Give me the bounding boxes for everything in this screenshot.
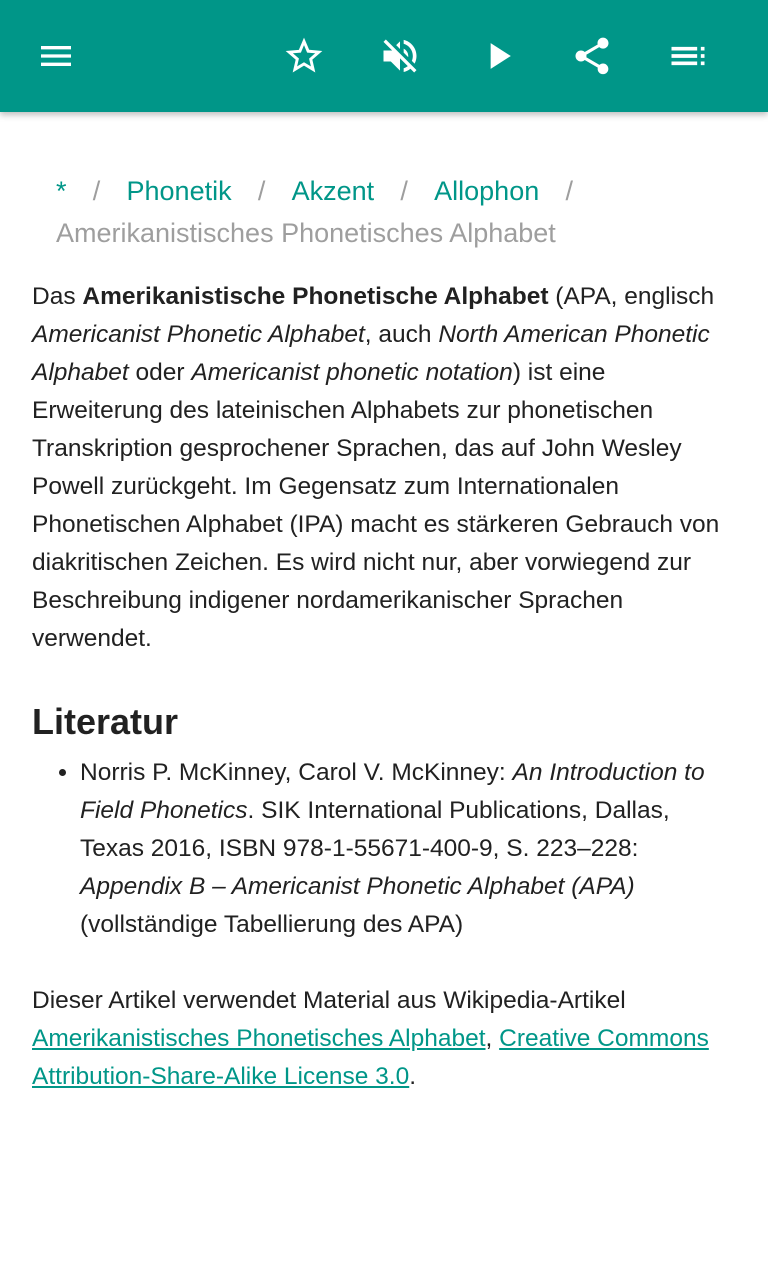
breadcrumb-separator: /: [92, 176, 101, 206]
literature-appendix: Appendix B – Americanist Phonetic Alphabet (APA): [80, 873, 635, 900]
play-button[interactable]: [466, 24, 530, 88]
breadcrumb-separator: /: [257, 176, 266, 206]
intro-text: Das: [32, 283, 83, 310]
share-button[interactable]: [560, 24, 624, 88]
alternate-term: North American Phonetic Alphabet: [32, 321, 710, 386]
breadcrumb-allophon[interactable]: Allophon: [434, 176, 540, 206]
literature-list: [32, 754, 738, 944]
credit-text: ,: [485, 1025, 500, 1052]
breadcrumb-root[interactable]: *: [56, 176, 67, 206]
breadcrumb: [32, 170, 738, 254]
intro-paragraph: [32, 278, 738, 658]
source-credit: [32, 982, 738, 1096]
intro-text: , auch: [364, 321, 439, 348]
english-term: Americanist Phonetic Alphabet: [32, 321, 365, 348]
star-outline-icon: [282, 34, 326, 78]
menu-icon: [36, 36, 76, 76]
mute-button[interactable]: [368, 24, 432, 88]
credit-text: .: [409, 1063, 417, 1090]
credit-text: Dieser Artikel verwendet Material aus Wikipedia-Artikel: [32, 987, 626, 1014]
literature-heading: Literatur: [32, 701, 179, 742]
play-icon: [476, 34, 520, 78]
breadcrumb-separator: /: [565, 176, 573, 206]
breadcrumb-separator: /: [400, 176, 408, 206]
literature-authors: Norris P. McKinney, Carol V. McKinney:: [80, 759, 513, 786]
share-icon: [570, 34, 614, 78]
intro-text: (APA, englisch: [548, 283, 715, 310]
article-content: [32, 170, 738, 1096]
literature-publication: . SIK International Publications, Dallas, Texas 2016, ISBN 978-1-55671-400-9, S. 223–228:: [80, 797, 670, 862]
breadcrumb-current: Amerikanistisches Phonetisches Alphabet: [56, 218, 556, 248]
app-bar: [0, 0, 768, 112]
intro-text: ) ist eine Erweiterung des lateinischen Alphabets zur phonetischen Transkription gesprochener Sprachen, das auf John Wesley Powell zurückgeht. Im Gegensatz zum Internationalen Phonetischen Alphabet (IPA) macht es stärkeren Gebrauch von diakritischen Zeichen. Es wird nicht nur, aber vorwiegend zur Beschreibung indigener nordamerikanischer Sprachen verwendet.: [32, 359, 720, 652]
literature-title: An Introduction to Field Phonetics: [80, 759, 705, 824]
wikipedia-article-link[interactable]: Amerikanistisches Phonetisches Alphabet: [32, 1025, 486, 1052]
contents-button[interactable]: [656, 24, 720, 88]
intro-text: oder: [128, 359, 192, 386]
breadcrumb-phonetik[interactable]: Phonetik: [126, 176, 232, 206]
menu-button[interactable]: [24, 24, 88, 88]
volume-off-icon: [378, 34, 422, 78]
favorite-button[interactable]: [272, 24, 336, 88]
breadcrumb-akzent[interactable]: Akzent: [291, 176, 375, 206]
article-term: Amerikanistische Phonetische Alphabet: [82, 283, 549, 310]
alternate-term: Americanist phonetic notation: [191, 359, 513, 386]
literature-note: (vollständige Tabellierung des APA): [80, 911, 464, 938]
license-link[interactable]: Creative Commons Attribution-Share-Alike License 3.0: [32, 1025, 709, 1090]
literature-item: [80, 754, 738, 944]
playlist-icon: [666, 34, 710, 78]
